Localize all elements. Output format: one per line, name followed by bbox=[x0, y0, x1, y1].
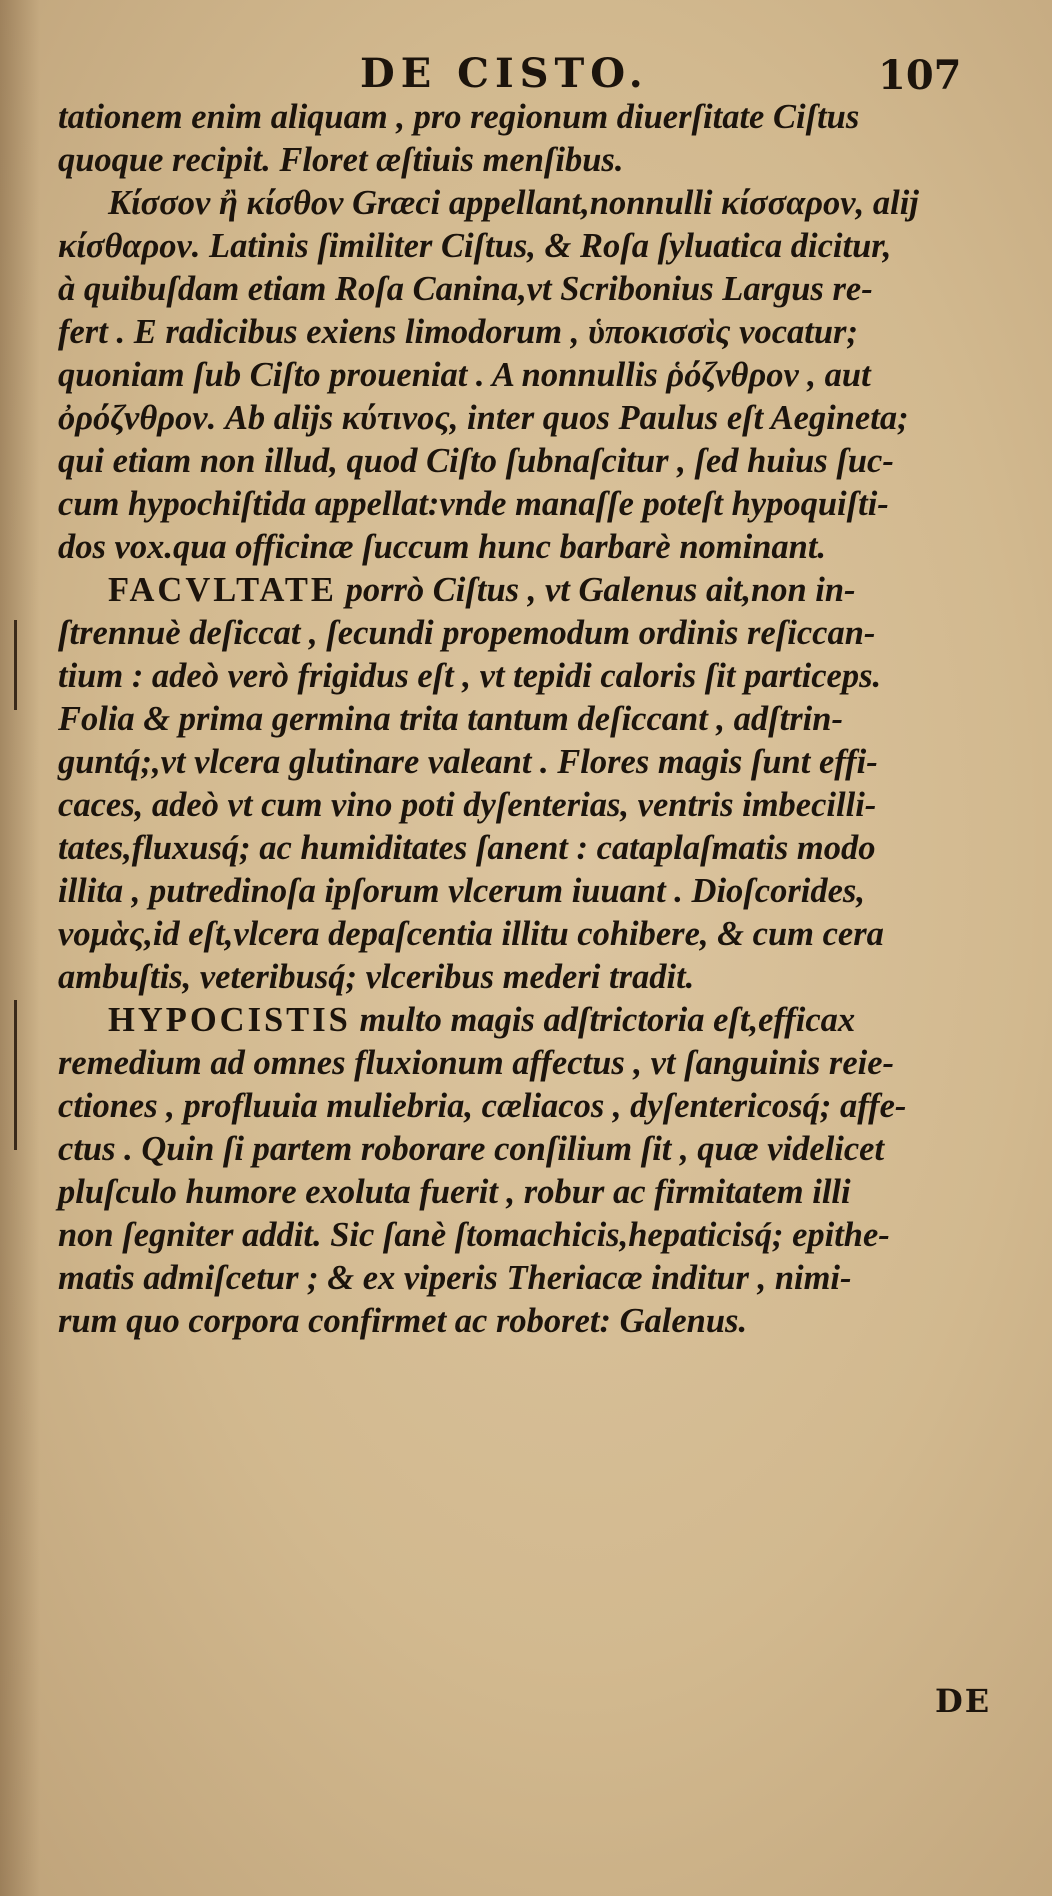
text-line: dos vox.qua officinæ ſuccum hunc barbarè nominant. bbox=[58, 528, 827, 566]
text-line: rum quo corpora confirmet ac roboret: Galenus. bbox=[58, 1302, 748, 1340]
text-line: cum hypochiſtida appellat:vnde manaſſe poteſt hypoquiſti- bbox=[58, 485, 889, 523]
text-line: Folia & prima germina trita tantum deſiccant , adſtrin- bbox=[58, 700, 843, 738]
text-line: quoniam ſub Ciſto proueniat . A nonnullis ῥόζνθρον , aut bbox=[58, 356, 871, 394]
smallcaps-heading: FACVLTATE bbox=[108, 571, 337, 609]
text-line: ὀρόζνθρον. Ab alijs κύτινος, inter quos Paulus eſt Aegineta; bbox=[58, 399, 909, 437]
text-line: FACVLTATE porrò Ciſtus , vt Galenus ait,non in- bbox=[108, 571, 856, 609]
text-line: guntq́;,vt vlcera glutinare valeant . Flores magis ſunt effi- bbox=[58, 743, 878, 781]
text-line: ctiones , profluuia muliebria, cæliacos , dyſentericosq́; affe- bbox=[58, 1087, 907, 1125]
text-line: tationem enim aliquam , pro regionum diuerſitate Ciſtus bbox=[58, 98, 860, 136]
text-line: qui etiam non illud, quod Ciſto ſubnaſcitur , ſed huius ſuc- bbox=[58, 442, 894, 480]
text-line: caces, adeò vt cum vino poti dyſenterias, ventris imbecilli- bbox=[58, 786, 877, 824]
text-line: quoque recipit. Floret æſtiuis menſibus. bbox=[58, 141, 624, 179]
smallcaps-heading: HYPOCISTIS bbox=[108, 1001, 351, 1039]
text-line: illita , putredinoſa ipſorum vlcerum iuuant . Dioſcorides, bbox=[58, 872, 865, 910]
text-line: non ſegniter addit. Sic ſanè ſtomachicis,hepaticisq́; epithe- bbox=[58, 1216, 890, 1254]
text-line: remedium ad omnes fluxionum affectus , vt ſanguinis reie- bbox=[58, 1044, 895, 1082]
running-title: DE CISTO. bbox=[360, 50, 649, 97]
body-text bbox=[58, 96, 988, 1343]
gutter-shadow bbox=[0, 0, 40, 1896]
text-line: ſtrennuè deſiccat , ſecundi propemodum ordinis reſiccan- bbox=[58, 614, 876, 652]
text-line: à quibuſdam etiam Roſa Canina,vt Scribonius Largus re- bbox=[58, 270, 873, 308]
page-number: 107 bbox=[878, 52, 962, 99]
text-line: tium : adeò verò frigidus eſt , vt tepidi caloris ſit particeps. bbox=[58, 657, 882, 695]
text-line: pluſculo humore exoluta fuerit , robur ac firmitatem illi bbox=[58, 1173, 851, 1211]
text-line: tates,fluxusq́; ac humiditates ſanent : cataplaſmatis modo bbox=[58, 829, 876, 867]
text-line: ambuſtis, veteribusq́; vlceribus mederi tradit. bbox=[58, 958, 695, 996]
text-line: Κίσσον ἢ κίσθον Græci appellant,nonnulli κίσσαρον, alij bbox=[108, 184, 919, 222]
text-line: ctus . Quin ſi partem roborare conſilium ſit , quæ videlicet bbox=[58, 1130, 885, 1168]
margin-rule bbox=[14, 1000, 17, 1150]
text-line: fert . E radicibus exiens limodorum , ὑποκισσὶς vocatur; bbox=[58, 313, 858, 351]
text-line: HYPOCISTIS multo magis adſtrictoria eſt,efficax bbox=[108, 1001, 856, 1039]
text-line: κίσθαρον. Latinis ſimiliter Ciſtus, & Roſa ſyluatica dicitur, bbox=[58, 227, 892, 265]
text-line: νομὰς,id eſt,vlcera depaſcentia illitu cohibere, & cum cera bbox=[58, 915, 884, 953]
catchword: DE bbox=[935, 1682, 992, 1720]
text-line: matis admiſcetur ; & ex viperis Theriacæ inditur , nimi- bbox=[58, 1259, 852, 1297]
margin-rule bbox=[14, 620, 17, 710]
